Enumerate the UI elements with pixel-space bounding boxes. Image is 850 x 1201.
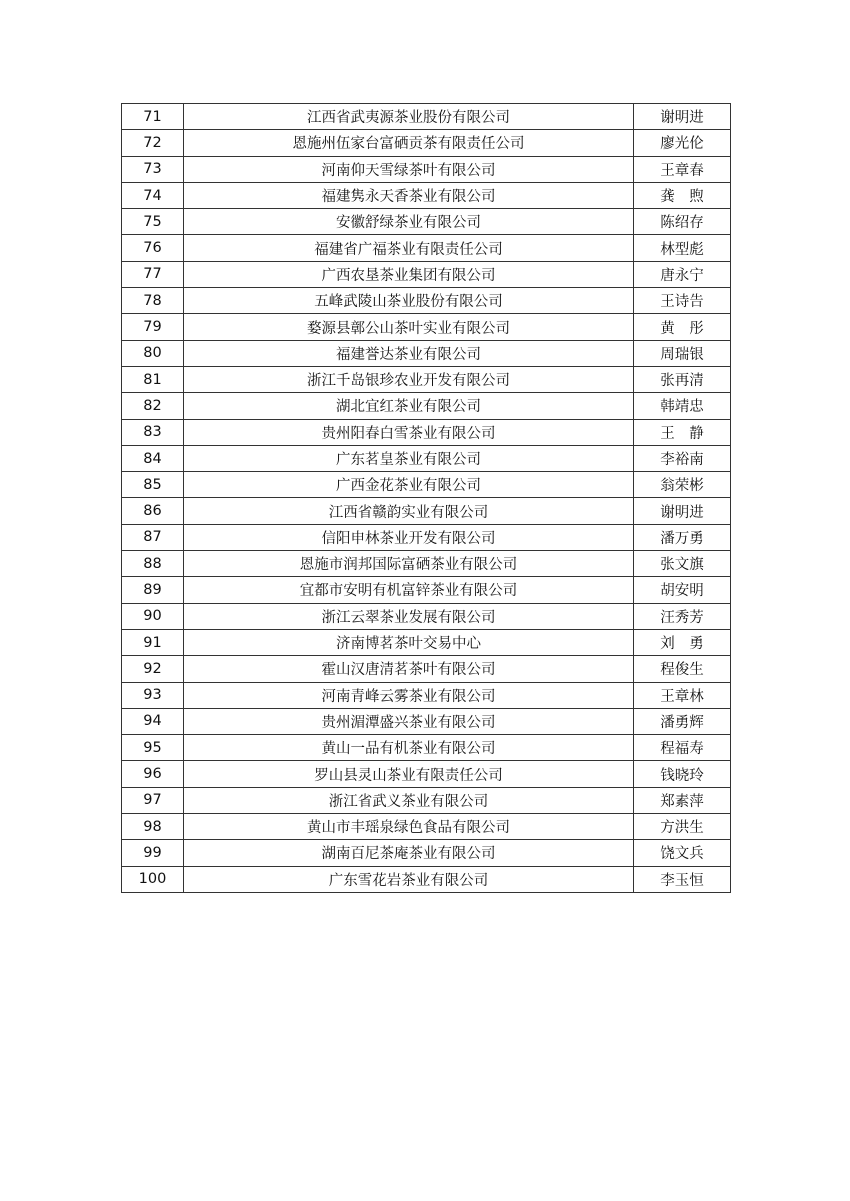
table-row: [122, 603, 731, 629]
company-name: 罗山县灵山茶业有限责任公司: [184, 761, 634, 787]
representative-name: 程俊生: [634, 656, 731, 682]
representative-name: 胡安明: [634, 577, 731, 603]
company-name: 广东茗皇茶业有限公司: [184, 445, 634, 471]
row-number: 99: [122, 840, 184, 866]
company-name: 贵州阳春白雪茶业有限公司: [184, 419, 634, 445]
table-row: [122, 708, 731, 734]
company-name: 五峰武陵山茶业股份有限公司: [184, 288, 634, 314]
company-name: 恩施市润邦国际富硒茶业有限公司: [184, 551, 634, 577]
company-name: 安徽舒绿茶业有限公司: [184, 209, 634, 235]
company-name: 福建省广福茶业有限责任公司: [184, 235, 634, 261]
table-row: [122, 472, 731, 498]
row-number: 83: [122, 419, 184, 445]
company-name: 浙江云翠茶业发展有限公司: [184, 603, 634, 629]
table-row: [122, 156, 731, 182]
table-row: [122, 261, 731, 287]
representative-name: 廖光伦: [634, 130, 731, 156]
row-number: 87: [122, 524, 184, 550]
row-number: 79: [122, 314, 184, 340]
company-name: 霍山汉唐清茗茶叶有限公司: [184, 656, 634, 682]
representative-name: 谢明进: [634, 498, 731, 524]
representative-name: 潘万勇: [634, 524, 731, 550]
company-name: 广东雪花岩茶业有限公司: [184, 866, 634, 892]
representative-name: 王 静: [634, 419, 731, 445]
representative-name: 周瑞银: [634, 340, 731, 366]
company-name: 河南青峰云雾茶业有限公司: [184, 682, 634, 708]
company-name: 湖北宜红茶业有限公司: [184, 393, 634, 419]
company-name: 济南博茗茶叶交易中心: [184, 629, 634, 655]
table-row: [122, 393, 731, 419]
table-row: [122, 366, 731, 392]
representative-name: 林型彪: [634, 235, 731, 261]
table-row: [122, 182, 731, 208]
company-name: 宜都市安明有机富锌茶业有限公司: [184, 577, 634, 603]
company-name: 婺源县鄣公山茶叶实业有限公司: [184, 314, 634, 340]
table-row: [122, 104, 731, 130]
row-number: 82: [122, 393, 184, 419]
company-name: 恩施州伍家台富硒贡茶有限责任公司: [184, 130, 634, 156]
representative-name: 王章林: [634, 682, 731, 708]
table-row: [122, 130, 731, 156]
representative-name: 韩靖忠: [634, 393, 731, 419]
company-name: 浙江省武义茶业有限公司: [184, 787, 634, 813]
representative-name: 李裕南: [634, 445, 731, 471]
row-number: 77: [122, 261, 184, 287]
row-number: 88: [122, 551, 184, 577]
representative-name: 潘勇辉: [634, 708, 731, 734]
table-row: [122, 209, 731, 235]
company-name: 河南仰天雪绿茶叶有限公司: [184, 156, 634, 182]
representative-name: 陈绍存: [634, 209, 731, 235]
table-row: [122, 814, 731, 840]
representative-name: 汪秀芳: [634, 603, 731, 629]
company-name: 贵州湄潭盛兴茶业有限公司: [184, 708, 634, 734]
company-name: 福建誉达茶业有限公司: [184, 340, 634, 366]
table-row: [122, 524, 731, 550]
table-row: [122, 235, 731, 261]
representative-name: 王章春: [634, 156, 731, 182]
representative-name: 张文旗: [634, 551, 731, 577]
row-number: 95: [122, 735, 184, 761]
company-name: 广西金花茶业有限公司: [184, 472, 634, 498]
company-name: 黄山一品有机茶业有限公司: [184, 735, 634, 761]
table-row: [122, 340, 731, 366]
table-row: [122, 577, 731, 603]
row-number: 81: [122, 366, 184, 392]
table-row: [122, 419, 731, 445]
representative-name: 刘 勇: [634, 629, 731, 655]
row-number: 92: [122, 656, 184, 682]
company-table: [121, 103, 731, 893]
row-number: 97: [122, 787, 184, 813]
row-number: 74: [122, 182, 184, 208]
company-name: 浙江千岛银珍农业开发有限公司: [184, 366, 634, 392]
row-number: 90: [122, 603, 184, 629]
representative-name: 张再清: [634, 366, 731, 392]
row-number: 96: [122, 761, 184, 787]
row-number: 91: [122, 629, 184, 655]
company-name: 信阳申林茶业开发有限公司: [184, 524, 634, 550]
representative-name: 唐永宁: [634, 261, 731, 287]
row-number: 100: [122, 866, 184, 892]
table-row: [122, 787, 731, 813]
row-number: 78: [122, 288, 184, 314]
row-number: 94: [122, 708, 184, 734]
row-number: 86: [122, 498, 184, 524]
company-name: 黄山市丰瑶泉绿色食品有限公司: [184, 814, 634, 840]
representative-name: 饶文兵: [634, 840, 731, 866]
row-number: 75: [122, 209, 184, 235]
table-row: [122, 682, 731, 708]
row-number: 89: [122, 577, 184, 603]
company-table-body: [122, 104, 731, 893]
company-name: 江西省武夷源茶业股份有限公司: [184, 104, 634, 130]
table-row: [122, 498, 731, 524]
representative-name: 郑素萍: [634, 787, 731, 813]
representative-name: 王诗告: [634, 288, 731, 314]
representative-name: 程福寿: [634, 735, 731, 761]
row-number: 71: [122, 104, 184, 130]
company-name: 湖南百尼茶庵茶业有限公司: [184, 840, 634, 866]
table-row: [122, 866, 731, 892]
company-name: 江西省赣韵实业有限公司: [184, 498, 634, 524]
row-number: 73: [122, 156, 184, 182]
row-number: 84: [122, 445, 184, 471]
representative-name: 方洪生: [634, 814, 731, 840]
table-row: [122, 314, 731, 340]
row-number: 98: [122, 814, 184, 840]
representative-name: 谢明进: [634, 104, 731, 130]
table-row: [122, 735, 731, 761]
representative-name: 黄 彤: [634, 314, 731, 340]
table-row: [122, 840, 731, 866]
representative-name: 翁荣彬: [634, 472, 731, 498]
company-name: 广西农垦茶业集团有限公司: [184, 261, 634, 287]
table-row: [122, 288, 731, 314]
table-row: [122, 445, 731, 471]
company-name: 福建隽永天香茶业有限公司: [184, 182, 634, 208]
row-number: 85: [122, 472, 184, 498]
representative-name: 龚 煦: [634, 182, 731, 208]
table-row: [122, 761, 731, 787]
representative-name: 钱晓玲: [634, 761, 731, 787]
table-row: [122, 656, 731, 682]
representative-name: 李玉恒: [634, 866, 731, 892]
table-row: [122, 629, 731, 655]
row-number: 76: [122, 235, 184, 261]
row-number: 93: [122, 682, 184, 708]
table-row: [122, 551, 731, 577]
row-number: 72: [122, 130, 184, 156]
row-number: 80: [122, 340, 184, 366]
